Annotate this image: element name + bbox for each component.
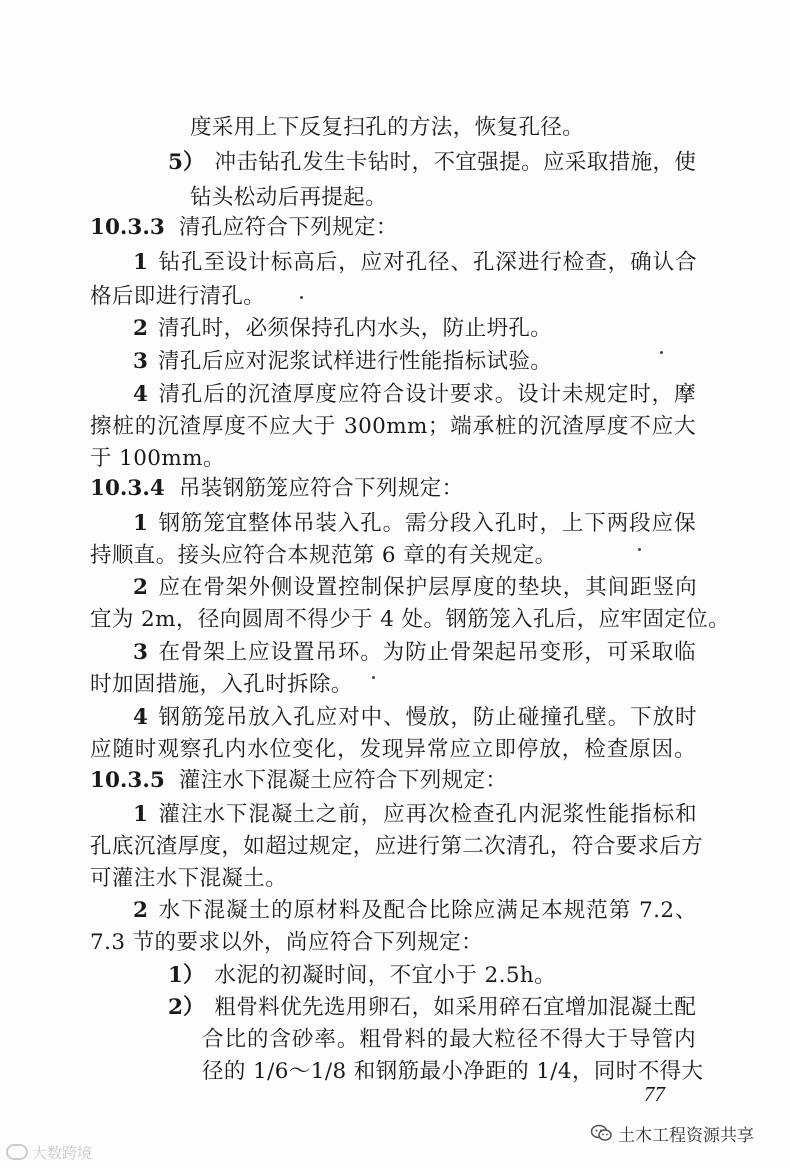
text-line: 应随时观察孔内水位变化，发现异常应立即停放，检查原因。 [90,737,696,762]
section-10-3-5: 10.3.5 灌注水下混凝土应符合下列规定： [90,768,508,793]
text-line: 于 100mm。 [90,446,225,471]
text-line: 持顺直。接头应符合本规范第 6 章的有关规定。 [90,543,557,568]
text-line: 宜为 2m，径向圆周不得少于 4 处。钢筋笼入孔后，应牢固定位。 [90,607,731,632]
text-line: 7.3 节的要求以外，尚应符合下列规定： [90,930,484,955]
text-line: 孔底沉渣厚度，如超过规定，应进行第二次清孔，符合要求后方 [90,834,704,859]
clause-item: 1 灌注水下混凝土之前，应再次检查孔内泥浆性能指标和 [133,802,697,827]
section-10-3-4: 10.3.4 吊装钢筋笼应符合下列规定： [90,476,464,501]
list-item-2: 2） 粗骨料优先选用卵石，如采用碎石宜增加混凝土配 [168,995,697,1020]
watermark-left [6,1142,92,1162]
section-10-3-3: 10.3.3 清孔应符合下列规定： [90,215,398,240]
watermark-right-text: 土木工程资源共享 [618,1125,754,1145]
text-line: 时加固措施，入孔时拆除。 [90,672,353,697]
watermark-right [590,1120,754,1146]
list-item-1: 1） 水泥的初凝时间，不宜小于 2.5h。 [168,963,557,988]
wechat-icon [590,1124,612,1142]
clause-item: 4 清孔后的沉渣厚度应符合设计要求。设计未规定时，摩 [133,382,696,407]
text-line: 钻头松动后再提起。 [190,185,388,210]
clause-item: 3 在骨架上应设置吊环。为防止骨架起吊变形，可采取临 [133,640,696,665]
text-line: 度采用上下反复扫孔的方法，恢复孔径。 [190,115,585,140]
clause-item: 4 钢筋笼吊放入孔应对中、慢放，防止碰撞孔壁。下放时 [133,705,697,730]
text-line: 合比的含砂率。粗骨料的最大粒径不得大于导管内 [202,1027,696,1052]
clause-item: 1 钻孔至设计标高后，应对孔径、孔深进行检查，确认合 [133,250,697,275]
text-line: 可灌注水下混凝土。 [90,866,288,891]
list-item-5: 5） 冲击钻孔发生卡钻时，不宜强提。应采取措施，使 [168,150,697,175]
scan-speck [660,351,663,354]
clause-item: 2 应在骨架外侧设置控制保护层厚度的垫块，其间距竖向 [133,575,697,600]
clause-item: 3 清孔后应对泥浆试样进行性能指标试验。 [133,349,553,374]
text-line: 径的 1/6～1/8 和钢筋最小净距的 1/4，同时不得大 [202,1059,704,1084]
circle-logo-icon [6,1144,28,1160]
text-line: 擦桩的沉渣厚度不应大于 300mm；端承桩的沉渣厚度不应大 [90,414,696,439]
clause-item: 2 水下混凝土的原材料及配合比除应满足本规范第 7.2、 [133,898,697,923]
scan-speck [300,296,303,299]
page-number: 77 [644,1082,665,1106]
scan-speck [638,548,641,551]
text-line: 格后即进行清孔。 [90,284,266,309]
watermark-left-text: 大数跨境 [32,1144,93,1162]
clause-item: 2 清孔时，必须保持孔内水头，防止坍孔。 [133,316,553,341]
scan-speck [372,676,375,679]
clause-item: 1 钢筋笼宜整体吊装入孔。需分段入孔时，上下两段应保 [133,511,696,536]
